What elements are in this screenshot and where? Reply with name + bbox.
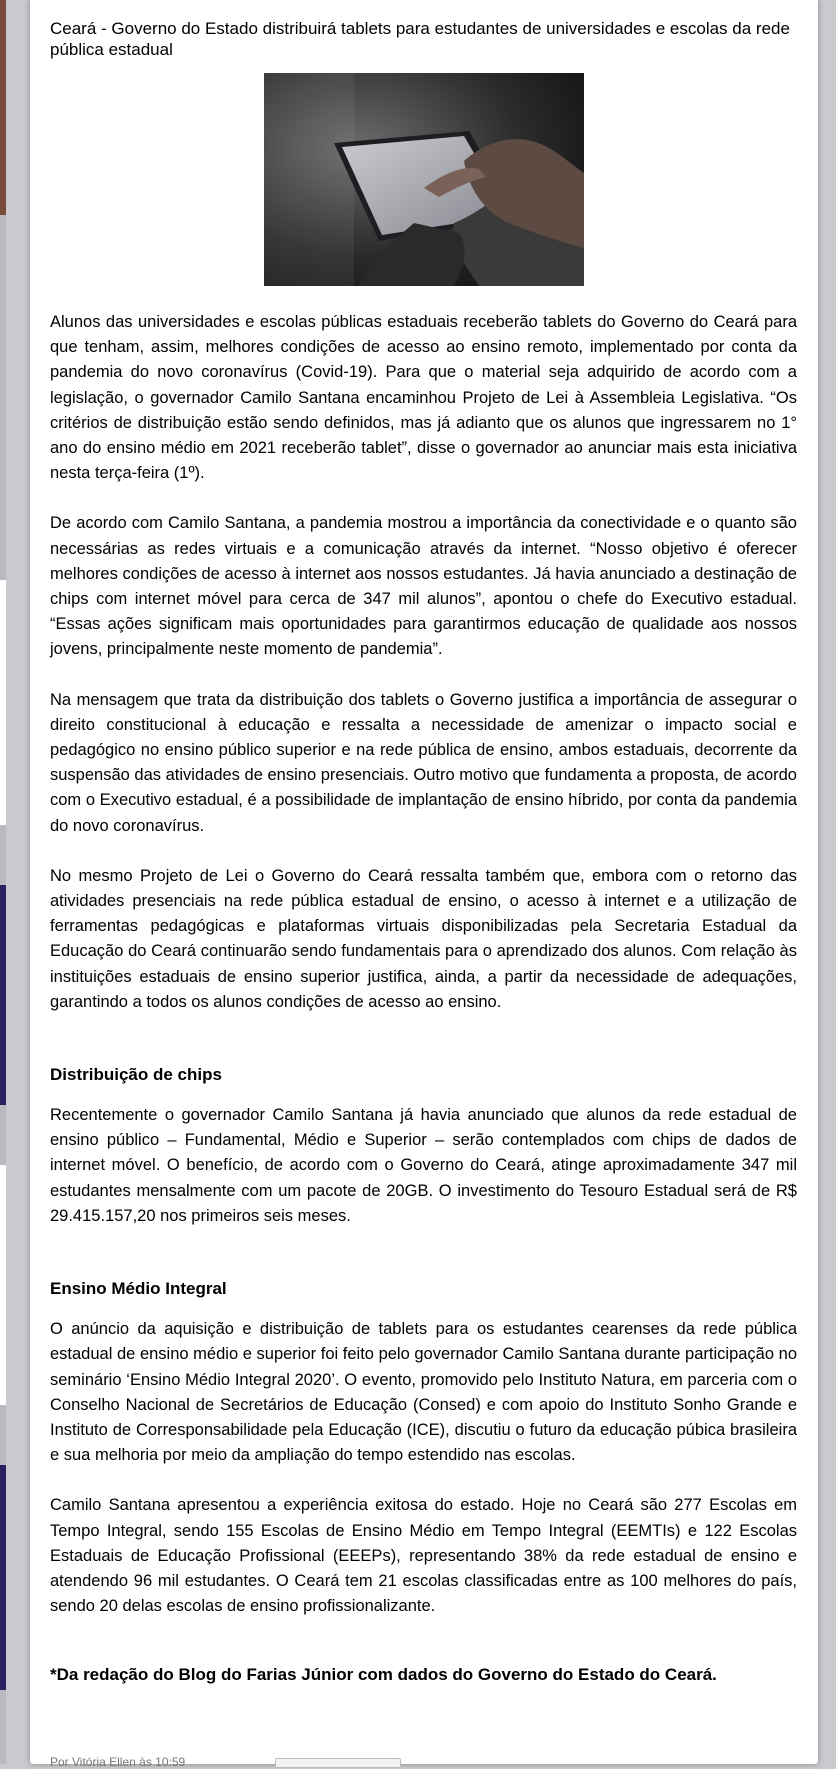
tablet-photo[interactable] — [264, 73, 584, 286]
post-image-wrap — [50, 73, 797, 286]
post-title: Ceará - Governo do Estado distribuirá tablets para estudantes de universidades e escolas da rede pública estadual — [50, 19, 790, 59]
post-paragraph: Na mensagem que trata da distribuição dos tablets o Governo justifica a importância de assegurar o direito constitucional à educação e ressalta a necessidade de amenizar o impacto social e pedagógico no ensino público superior e na rede pública de ensino, ambos estaduais, decorrente da suspensão das atividades de ensino presenciais. Outro motivo que fundamenta a proposta, de acordo com o Executivo estadual, é a possibilidade de implantação de ensino híbrido, por conta da pandemia do novo coronavírus. — [50, 690, 797, 835]
sidebar-thumbnail-edge — [0, 0, 6, 215]
sidebar-widget-edge — [0, 580, 6, 825]
sidebar-accent-edge — [0, 885, 6, 1105]
left-sidebar-strip — [0, 0, 6, 1764]
post-paragraph: Alunos das universidades e escolas públicas estaduais receberão tablets do Governo do Ceará para que tenham, assim, melhores condições de acesso ao ensino remoto, implementado por conta da pandemia do novo coronavírus (Covid-19). Para que o material seja adquirido de acordo com a legislação, o governador Camilo Santana encaminhou Projeto de Lei à Assembleia Legislativa. “Os critérios de distribuição estão sendo definidos, mas já adianto que os alunos que ingressarem no 1° ano do ensino médio em 2021 receberão tablet”, disse o governador ao anunciar mais esta iniciativa nesta terça-feira (1º). — [50, 313, 797, 483]
sidebar-widget-edge — [0, 1165, 6, 1405]
post-paragraph: Recentemente o governador Camilo Santana já havia anunciado que alunos da rede estadual de ensino público – Fundamental, Médio e Superior – serão contemplados com chips de dados de internet móvel. O benefício, de acordo com o Governo do Ceará, atinge aproximadamente 347 mil estudantes mensalmente com um pacote de 20GB. O investimento do Tesouro Estadual será de R$ 29.415.157,20 nos primeiros seis meses. — [50, 1106, 797, 1225]
section-heading-integral: Ensino Médio Integral — [50, 1279, 227, 1299]
post-paragraph: Camilo Santana apresentou a experiência exitosa do estado. Hoje no Ceará são 277 Escolas em Tempo Integral, sendo 155 Escolas de Ensino Médio em Tempo Integral (EEMTIs) e 122 Escolas Estaduais de Educação Profissional (EEEPs), representando 38% da rede estadual de ensino e atendendo 96 mil estudantes. O Ceará tem 21 escolas classificadas entre as 100 melhores do país, sendo 20 delas escolas de ensino profissionalizante. — [50, 1496, 797, 1616]
post-byline[interactable]: Por Vitória Ellen às 10:59 — [50, 1755, 186, 1769]
post-paragraph: O anúncio da aquisição e distribuição de tablets para os estudantes cearenses da rede pública estadual de ensino médio e superior foi feito pelo governador Camilo Santana durante participação no seminário ‘Ensino Médio Integral 2020’. O evento, promovido pelo Instituto Natura, em parceria com o Conselho Nacional de Secretários de Educação (Consed) e com apoio do Instituto Sonho Grande e Instituto de Corresponsabilidade pela Educação (ICE), discutiu o futuro da educação púbica brasileira e sua melhoria por meio da ampliação do tempo estendido nas escolas. — [50, 1320, 797, 1465]
post-paragraph: De acordo com Camilo Santana, a pandemia mostrou a importância da conectividade e o quanto são necessárias as redes virtuais e a comunicação através da internet. “Nosso objetivo é oferecer melhores condições de acesso à internet aos nossos estudantes. Já havia anunciado a destinação de chips com internet móvel para cerca de 347 mil alunos”, apontou o chefe do Executivo estadual. “Essas ações significam mais oportunidades para garantirmos educação de qualidade aos nossos jovens, principalmente neste momento de pandemia”. — [50, 514, 797, 659]
sidebar-accent-edge — [0, 1465, 6, 1690]
post-body — [50, 18, 797, 1687]
section-heading-chips: Distribuição de chips — [50, 1065, 222, 1085]
post-paragraph: No mesmo Projeto de Lei o Governo do Ceará ressalta também que, embora com o retorno das atividades presenciais na rede pública estadual de ensino, o acesso à internet e a utilização de ferramentas pedagógicas e plataformas virtuais disponibilizadas pela Secretaria Estadual da Educação do Ceará continuarão sendo fundamentais para o aprendizado dos alunos. Com relação às instituições estaduais de ensino superior justifica, ainda, a partir da necessidade de adequações, garantindo a todos os alunos condições de acesso ao ensino. — [50, 866, 797, 1011]
source-note: *Da redação do Blog do Farias Júnior com dados do Governo do Estado do Ceará. — [50, 1665, 717, 1685]
share-buttons-bar[interactable] — [275, 1758, 401, 1768]
post-card — [30, 0, 818, 1769]
